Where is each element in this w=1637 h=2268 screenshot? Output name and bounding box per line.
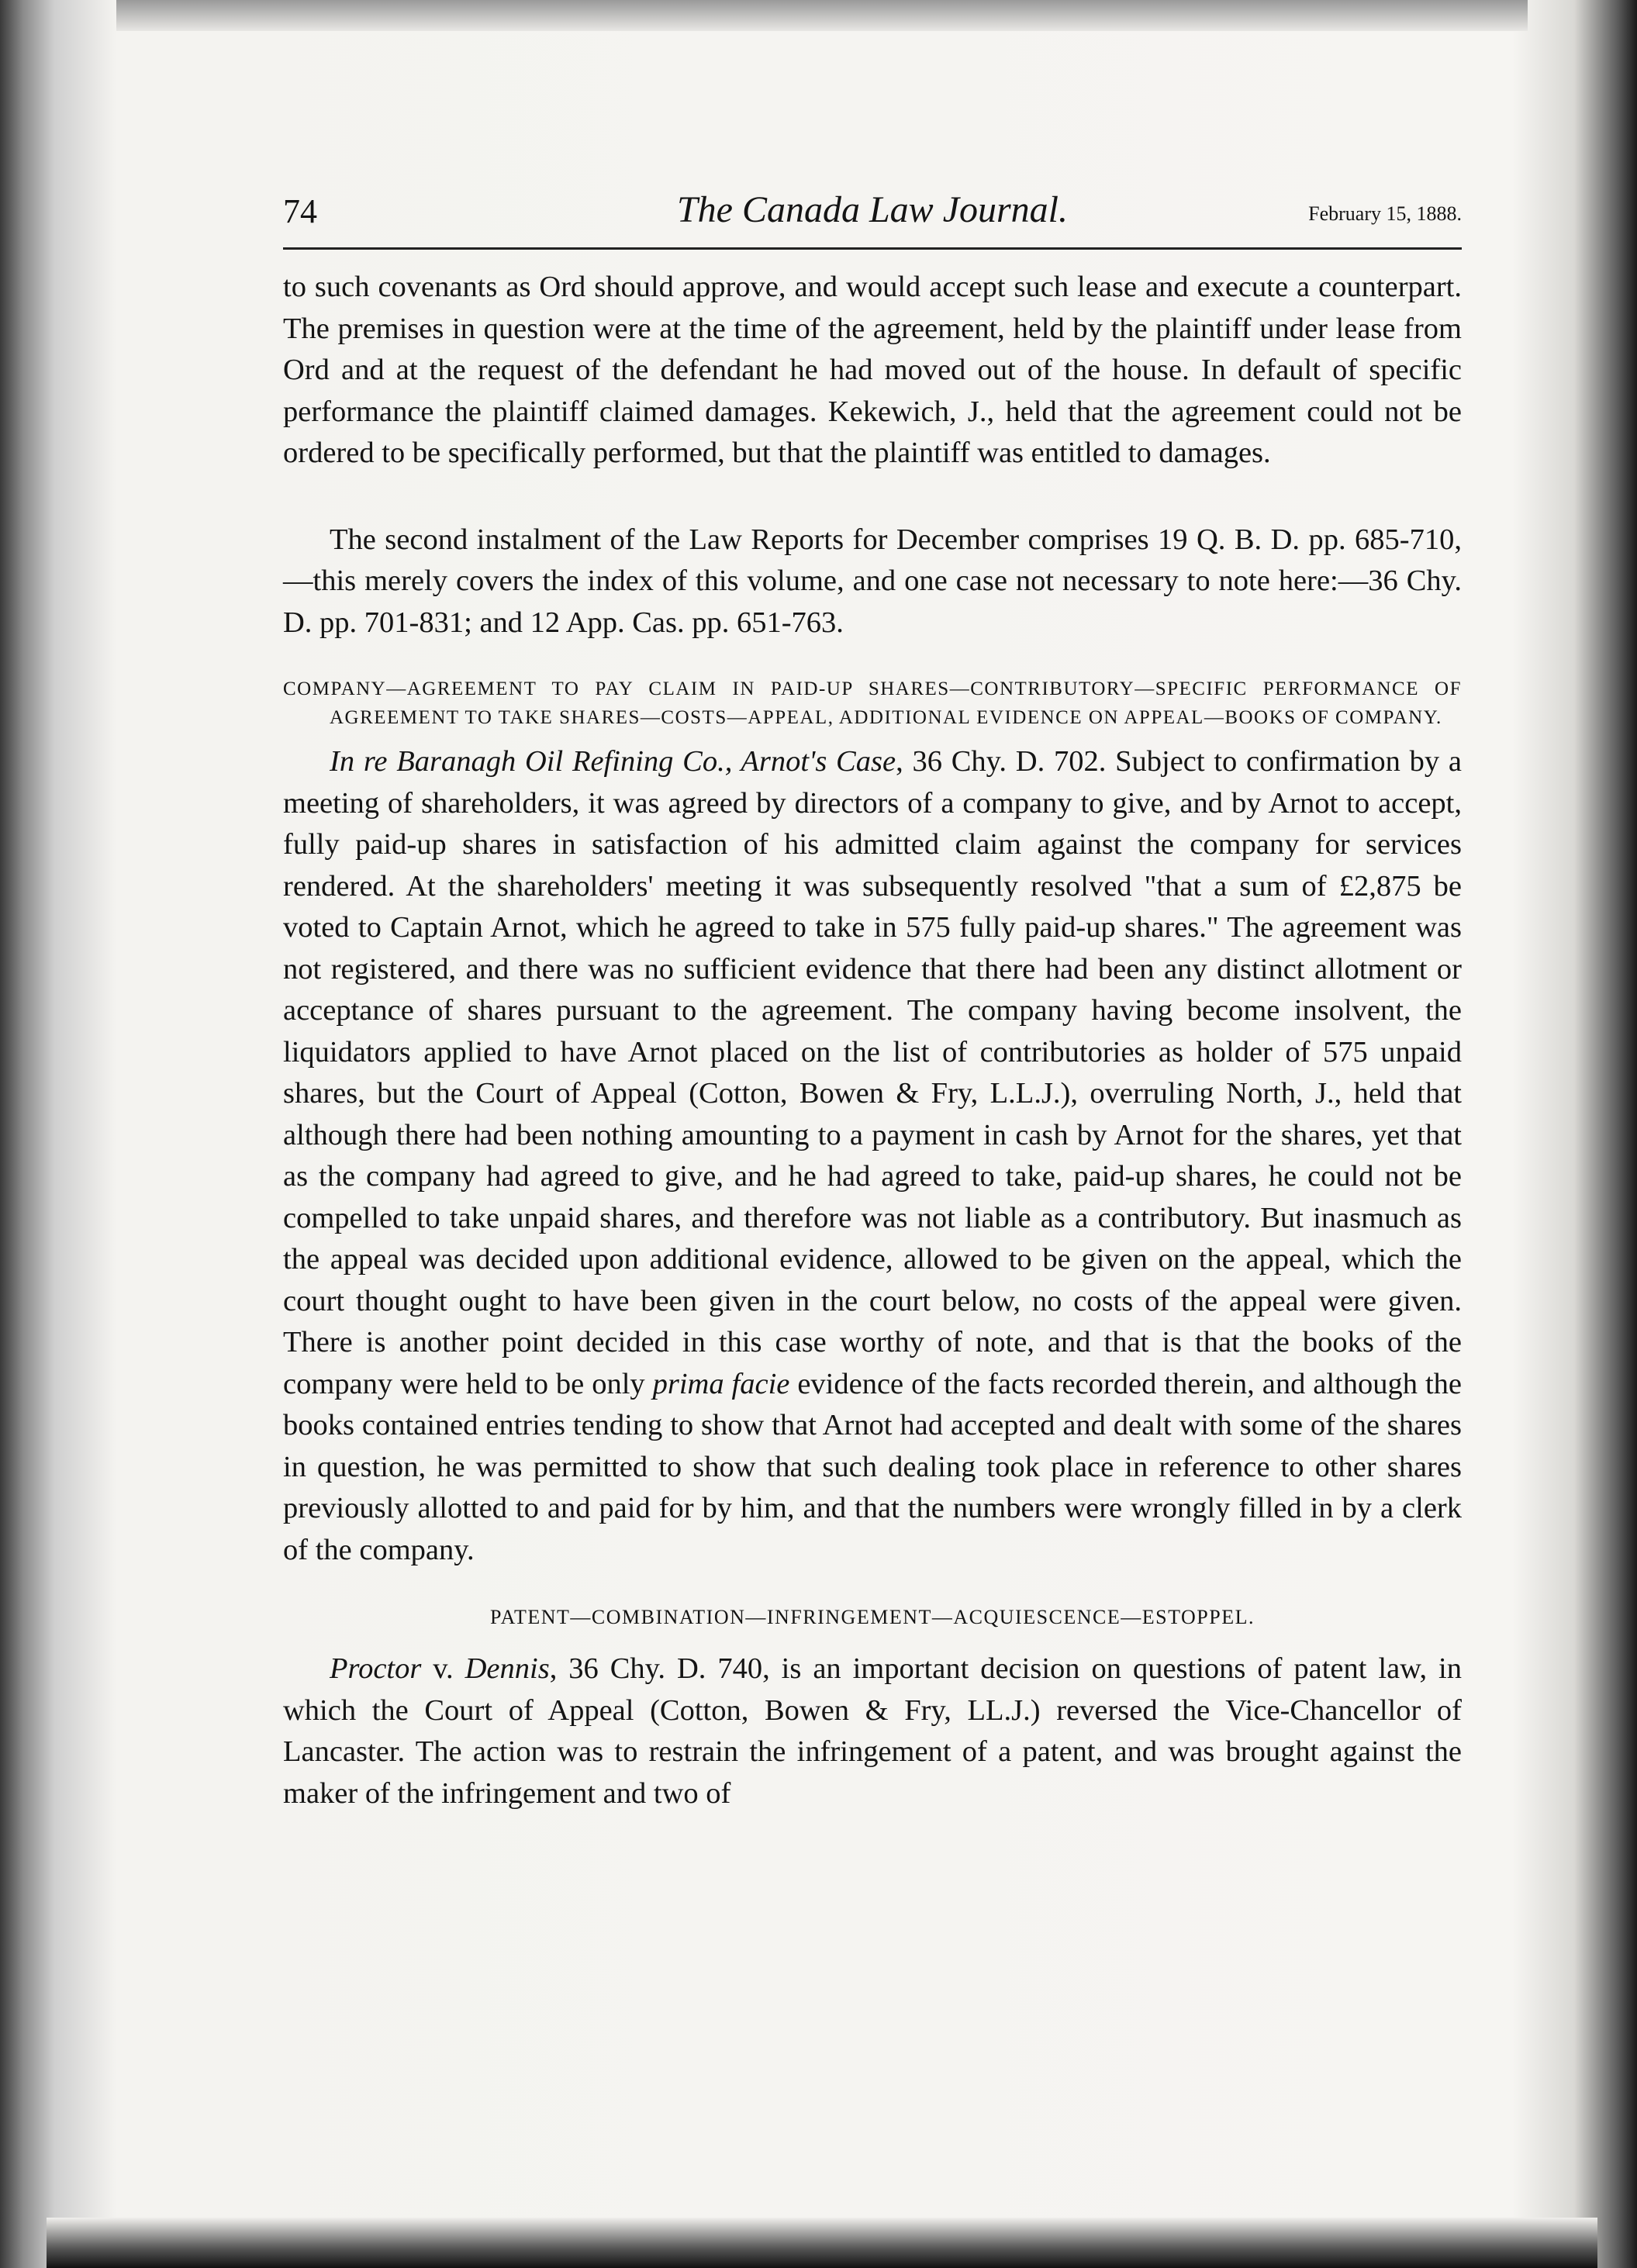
header-rule bbox=[283, 247, 1462, 250]
defendant-name: Dennis bbox=[465, 1652, 550, 1685]
paragraph-continuation: to such covenants as Ord should approve, and would accept such lease and execute a counterpart. The premises in question were at the time of the agreement, held by the plaintiff under lease from Ord and at the request of the defendant he had moved out of the house. In default of specific performance the plaintiff claimed damages. Kekewich, J., held that the agreement could not be ordered to be specifically performed, but that the plaintiff was entitled to damages. bbox=[283, 271, 1462, 469]
spacer bbox=[283, 475, 1462, 520]
versus: v. bbox=[421, 1652, 465, 1685]
page-bottom-edge-shadow bbox=[47, 2218, 1597, 2268]
case2-text: , 36 Chy. D. 740, is an important decision on questions of patent law, in which the Court of Appeal (Cotton, Bowen & Fry, LL.J.) reversed the Vice-Chancellor of Lancaster. The action was to restrain the infringement of a patent, and was brought against the maker of the infringement and two of bbox=[283, 1652, 1462, 1810]
case-citation: , 36 Chy. D. 702. bbox=[896, 745, 1107, 778]
paragraph-law-reports: The second instalment of the Law Reports for December comprises 19 Q. B. D. pp. 685-710,—this merely covers the index of this volume, and one case not necessary to note here:—36 Chy. D. pp. 701-831; and 12 App. Cas. pp. 651-763. bbox=[283, 523, 1462, 639]
journal-title: The Canada Law Journal. bbox=[676, 189, 1069, 230]
section-heading-company: COMPANY—AGREEMENT TO PAY CLAIM IN PAID-UP SHARES—CONTRIBUTORY—SPECIFIC PERFORMANCE OF AGREEMENT TO TAKE SHARES—COSTS—APPEAL, ADDITIONAL EVIDENCE ON APPEAL—BOOKS OF COMPANY. bbox=[283, 678, 1462, 728]
paragraph-proctor-v-dennis bbox=[283, 1648, 1462, 1814]
journal-page bbox=[283, 182, 1462, 2198]
section-heading-patent: PATENT—COMBINATION—INFRINGEMENT—ACQUIESCENCE—ESTOPPEL. bbox=[490, 1606, 1255, 1628]
running-head bbox=[283, 182, 1462, 244]
spacer bbox=[283, 1571, 1462, 1602]
case-text-part-b: evidence of the facts recorded therein, and although the books contained entries tending to show that Arnot had accepted and dealt with some of the shares in question, he was permitted to show that such dealing took place in reference to other shares previously allotted to and paid for by him, and that the numbers were wrongly filled in by a clerk of the company. bbox=[283, 1367, 1462, 1566]
page-number: 74 bbox=[283, 192, 317, 230]
case-text-part-a: Subject to confirmation by a meeting of shareholders, it was agreed by directors of a company to give, and by Arnot to accept, fully paid-up shares in satisfaction of his admitted claim against the company for services rendered. At the shareholders' meeting it was subsequently resolved "that a sum of £2,875 be voted to Captain Arnot, which he agreed to take in 575 fully paid-up shares." The agreement was not registered, and there was no sufficient evidence that there had been any distinct allotment or acceptance of shares pursuant to the agreement. The company having become insolvent, the liquidators applied to have Arnot placed on the list of contributories as holder of 575 unpaid shares, but the Court of Appeal (Cotton, Bowen & Fry, L.L.J.), overruling North, J., held that although there had been nothing amounting to a payment in cash by Arnot for the shares, yet that as the company had agreed to give, and he had agreed to take, paid-up shares, he could not be compelled to take unpaid shares, and therefore was not liable as a contributory. But inasmuch as the appeal was decided upon additional evidence, allowed to be given on the appeal, which the court thought ought to have been given in the court below, no costs of the appeal were given. There is another point decided in this case worthy of note, and that is that the books of the company were held to be only bbox=[283, 745, 1462, 1400]
prima-facie-term: prima facie bbox=[652, 1367, 790, 1400]
issue-date: February 15, 1888. bbox=[1308, 202, 1462, 225]
case-title: In re Baranagh Oil Refining Co., Arnot's Case bbox=[330, 745, 896, 778]
paragraph-arnots-case bbox=[283, 741, 1462, 1571]
spacer bbox=[283, 644, 1462, 675]
plaintiff-name: Proctor bbox=[330, 1652, 422, 1685]
page-top-edge-shadow bbox=[116, 0, 1528, 31]
